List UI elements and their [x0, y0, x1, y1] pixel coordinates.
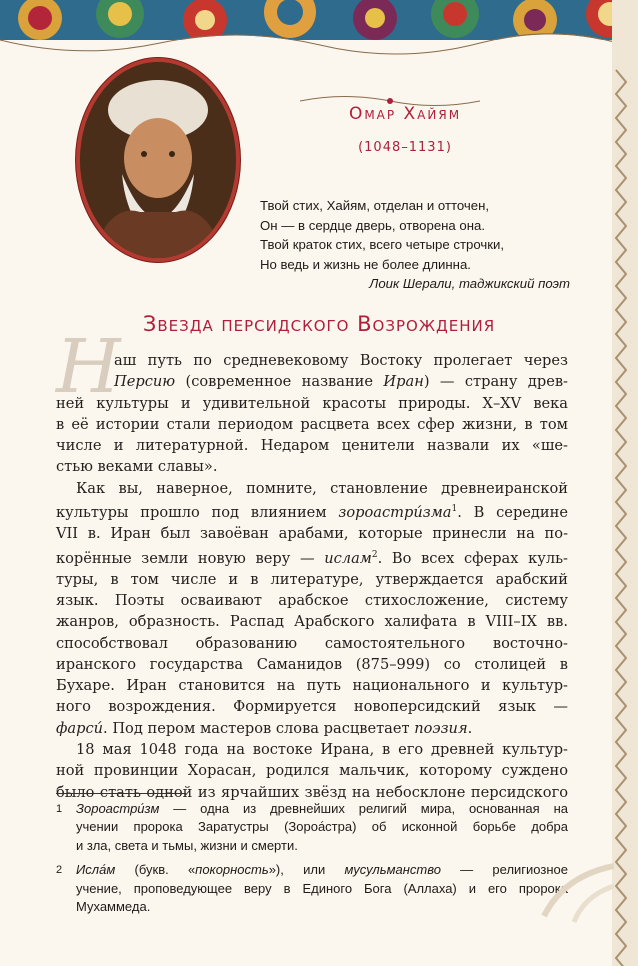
- body-line: VII в. Иран был завоёван арабами, которые принесли на по-: [56, 525, 568, 543]
- footnote-line: [76, 861, 568, 879]
- footnote-term: Исла́м: [76, 862, 116, 878]
- portrait-illustration: [80, 62, 236, 258]
- body-line: жанров, образность. Распад Арабского халифата в VIII–IX вв.: [56, 613, 568, 631]
- body-line: [56, 718, 568, 739]
- footnote-term: Зороастри́зм: [76, 801, 160, 816]
- body-fragment: ) — страну древ-: [423, 373, 568, 391]
- footnote-number: 2: [56, 864, 63, 877]
- epigraph-line: Но ведь и жизнь не более длинна.: [260, 256, 471, 272]
- footnote-line: [76, 800, 568, 818]
- epigraph-attribution: Лоик Шерали, таджикский поэт: [369, 276, 570, 292]
- footnote-number: 1: [56, 803, 63, 815]
- footnote-line: учении пророка Заратустры (Зороа́стра) об исконной борьбе добра: [76, 819, 568, 835]
- body-fragment: (современное название: [175, 373, 384, 391]
- footnote-line: Мухаммеда.: [76, 899, 151, 915]
- drop-cap: Н: [56, 324, 121, 410]
- body-line: стью веками славы».: [56, 458, 218, 476]
- body-line: ной провинции Хорасан, родился мальчик, которому суждено: [56, 762, 568, 780]
- term-farsi: фарси́: [56, 719, 104, 737]
- body-line: [56, 371, 568, 392]
- ornament-corner: [504, 856, 614, 926]
- footnote-ref: 1: [451, 504, 458, 515]
- body-line: [56, 545, 568, 569]
- term-islam: ислам: [324, 549, 372, 567]
- body-line: Бухаре. Иран становится на путь национального и культур-: [56, 677, 568, 695]
- body-fragment: .: [467, 719, 473, 737]
- body-line: способствовал образованию самостоятельного восточно-: [56, 634, 568, 652]
- author-name: Омар Хайям: [348, 104, 462, 124]
- footnote-fragment: — религиозное: [440, 862, 568, 878]
- body-fragment: корённые земли новую веру —: [56, 549, 325, 567]
- section-title: Звезда персидского Возрождения: [142, 312, 496, 336]
- footnote-ref: 2: [371, 549, 378, 560]
- body-line: туры, в том числе и в литературе, утверждается арабский: [56, 570, 568, 588]
- ornament-right-border: [612, 0, 638, 966]
- body-line: Как вы, наверное, помните, становление древнеиранской: [76, 479, 568, 497]
- footnotes: [56, 800, 568, 922]
- footnote-fragment: »), или: [268, 862, 345, 878]
- body-line: [56, 499, 568, 523]
- epigraph-line: Твой краток стих, всего четыре строчки,: [260, 237, 505, 253]
- body-fragment: . Под пером мастеров слова расцветает: [103, 719, 415, 737]
- body-line: язык. Поэты осваивают арабское стихосложение, систему: [56, 591, 568, 609]
- footnote-line: учение, проповедующее веру в Единого Бога (Аллаха) и его пророка: [76, 880, 568, 896]
- body-fragment: . Во всех сферах куль-: [377, 549, 568, 567]
- body-line: ней культуры и удивительной красоты природы. X–XV века: [56, 394, 568, 412]
- body-line: числе и литературной. Недаром ценители назвали их «ше-: [56, 437, 568, 455]
- body-fragment: культуры прошло под влиянием: [56, 503, 339, 521]
- footnote-fragment: (букв. «: [115, 862, 196, 878]
- epigraph-line: Он — в сердце дверь, отворена она.: [260, 217, 486, 233]
- ornament-top-band: [0, 0, 638, 62]
- footnote-fragment: мусульманство: [344, 862, 441, 878]
- body-line: в её истории стали периодом расцвета всех сфер жизни, в том: [56, 415, 568, 433]
- footnote-1: [56, 800, 568, 855]
- footnote-fragment: покорность: [195, 862, 269, 878]
- term-persia: Персию: [114, 373, 176, 391]
- body-line: ного возрождения. Формируется новоперсидский язык —: [56, 698, 568, 716]
- term-poetry: поэзия: [414, 719, 468, 737]
- term-iran: Иран: [383, 373, 424, 391]
- portrait-omar-khayyam: [76, 58, 240, 262]
- body-line: было стать одной из ярчайших звёзд на небосклоне персидского: [56, 783, 568, 801]
- footnote-2: [56, 861, 568, 916]
- epigraph-line: Твой стих, Хайям, отделан и отточен,: [260, 198, 490, 213]
- body-line: 18 мая 1048 года на востоке Ирана, в его древней культур-: [76, 741, 568, 759]
- author-years: (1048–1131): [358, 140, 452, 155]
- footnote-fragment: — одна из древнейших религий мира, основанная на: [159, 801, 568, 816]
- body-line: иранского государства Саманидов (875–999) со столицей в: [56, 655, 568, 673]
- epigraph: [260, 196, 570, 294]
- footnote-divider: [56, 793, 186, 794]
- body-fragment: . В середине: [457, 503, 568, 521]
- body-text: [56, 350, 568, 803]
- term-zoroastrianism: зороастри́зма: [338, 503, 452, 521]
- footnote-line: и зла, света и тьмы, жизни и смерти.: [76, 837, 298, 853]
- body-line: аш путь по средневековому Востоку пролегает через: [114, 352, 568, 369]
